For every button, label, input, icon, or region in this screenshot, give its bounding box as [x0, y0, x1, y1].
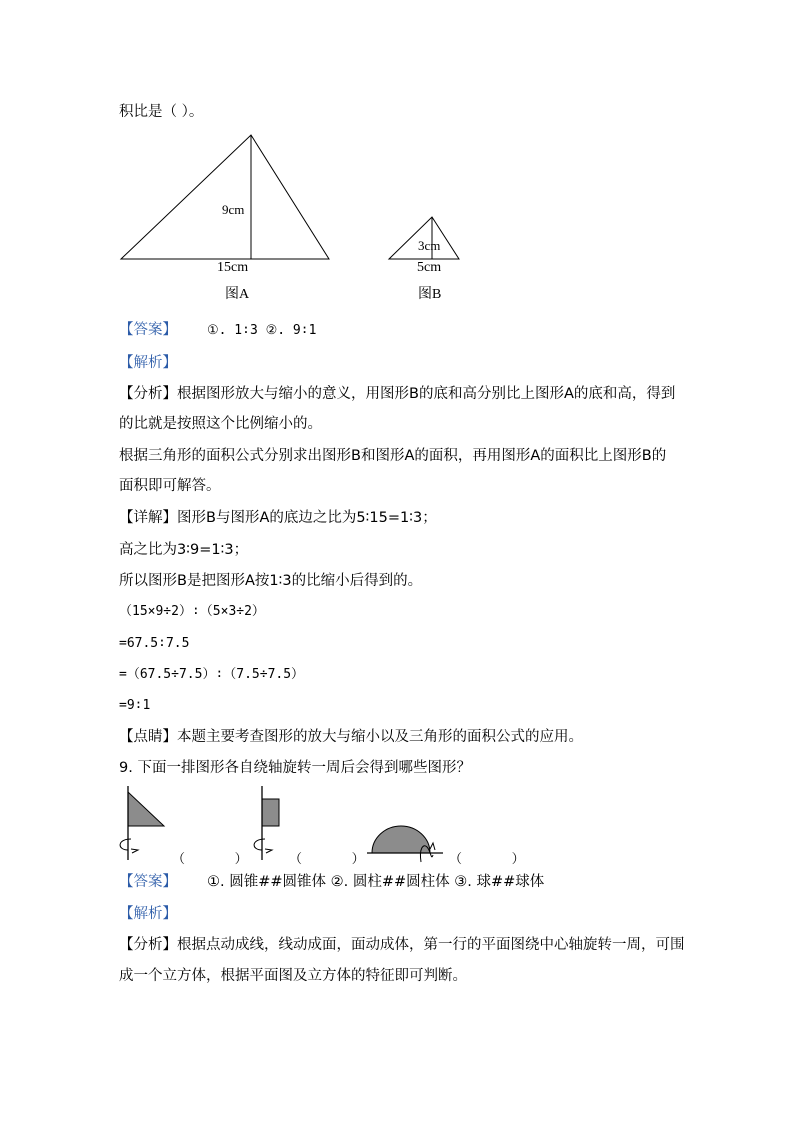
q8-stem-tail: 积比是（ ）。	[119, 104, 204, 120]
q8-fenxi-l1: 【分析】根据图形放大与缩小的意义，用图形B的底和高分别比上图形A的底和高，得到	[119, 386, 676, 402]
figure-a-base-label: 15cm	[217, 260, 249, 275]
answer-tag: 【答案】	[119, 322, 177, 338]
fenxi-tag: 【分析】	[119, 386, 177, 402]
q9-blank-3[interactable]: （ ）	[449, 852, 525, 867]
figure-b-height-label: 3cm	[418, 238, 441, 253]
figure-a-caption: 图A	[225, 287, 250, 302]
q8-dianjing: 【点睛】本题主要考查图形的放大与缩小以及三角形的面积公式的应用。	[119, 729, 583, 745]
figure-b-base-label: 5cm	[417, 260, 442, 275]
q9-stem: 9. 下面一排图形各自绕轴旋转一周后会得到哪些图形？	[119, 760, 471, 776]
q8-fenxi-l3: 根据三角形的面积公式分别求出图形B和图形A的面积，再用图形A的面积比上图形B的	[119, 448, 667, 464]
q8-calc-l1: （15×9÷2）∶（5×3÷2）	[119, 604, 265, 619]
answer-tag: 【答案】	[119, 874, 177, 890]
fenxi-tag: 【分析】	[119, 937, 177, 953]
figure-a-triangle	[115, 128, 335, 268]
q8-answer-line	[119, 320, 316, 341]
q9-shape-triangle-axis	[115, 784, 175, 864]
q8-calc-l3: =（67.5÷7.5）∶（7.5÷7.5）	[119, 667, 305, 682]
answer-text: ①. 1∶3 ②. 9∶1	[207, 323, 317, 338]
figure-a-height-label: 9cm	[222, 202, 245, 217]
q8-calc-l2: =67.5∶7.5	[119, 636, 190, 651]
q9-shape-rectangle-axis	[250, 784, 290, 864]
q8-xiangjie-l1: 【详解】图形B与图形A的底边之比为5∶15=1∶3；	[119, 510, 437, 526]
answer-text: ①. 圆锥##圆锥体 ②. 圆柱##圆柱体 ③. 球##球体	[207, 874, 545, 890]
q9-blank-2[interactable]: （ ）	[289, 852, 365, 867]
q9-answer-line	[119, 872, 544, 892]
q9-shape-semicircle-axis	[365, 825, 445, 865]
q9-analysis-tag: 【解析】	[119, 906, 177, 922]
q8-calc-l4: =9∶1	[119, 698, 151, 713]
dianjing-tag: 【点睛】	[119, 729, 177, 745]
figure-b-caption: 图B	[418, 287, 442, 302]
q9-blank-1[interactable]: （ ）	[172, 852, 248, 867]
q8-xiangjie-l3: 所以图形B是把图形A按1∶3的比缩小后得到的。	[119, 573, 423, 589]
q8-xiangjie-l2: 高之比为3∶9=1∶3；	[119, 542, 249, 558]
q8-fenxi-l2: 的比就是按照这个比例缩小的。	[119, 416, 322, 432]
q8-analysis-tag: 【解析】	[119, 355, 177, 371]
q9-fenxi-l1: 【分析】根据点动成线，线动成面，面动成体，第一行的平面图绕中心轴旋转一周，可围	[119, 937, 685, 953]
q8-fenxi-l4: 面积即可解答。	[119, 478, 221, 494]
xiangjie-tag: 【详解】	[119, 510, 177, 526]
figure-b-triangle	[385, 212, 465, 264]
q9-fenxi-l2: 成一个立方体，根据平面图及立方体的特征即可判断。	[119, 968, 467, 984]
